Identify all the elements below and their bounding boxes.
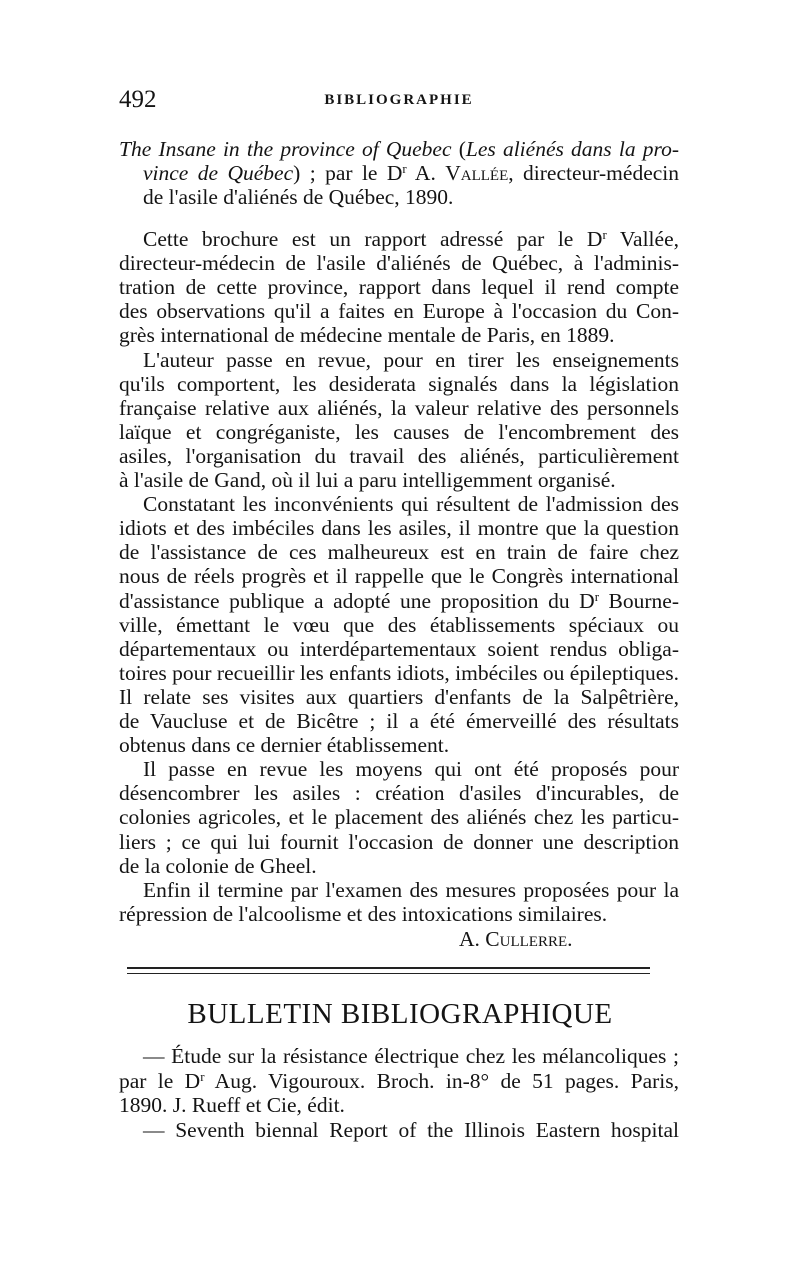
text-run: — Seventh biennal Report of the Illinois Eastern hospital xyxy=(143,1117,679,1142)
text-run: de Vaucluse et de Bicêtre ; il a été émerveillé des résultats xyxy=(119,709,679,733)
text-run: 1890. J. Rueff et Cie, édit. xyxy=(119,1093,345,1117)
text-line xyxy=(143,185,453,209)
text-run: Aug. Vigouroux. Broch. in-8° de 51 pages. Paris, xyxy=(204,1068,680,1093)
superscript: r xyxy=(602,227,607,242)
text-line xyxy=(119,733,449,757)
text-run: Constatant les inconvénients qui résultent de l'admission des xyxy=(143,492,679,517)
text-line xyxy=(119,420,679,444)
text-run: idiots et des imbéciles dans les asiles, il montre que la question xyxy=(119,516,679,541)
text-line xyxy=(119,468,616,492)
superscript: r xyxy=(594,589,599,604)
text-run: des observations qu'il a faites en Europe à l'occasion du Con- xyxy=(119,299,679,324)
section-rule xyxy=(127,973,650,974)
text-line xyxy=(119,299,679,323)
text-run: obtenus dans ce dernier établissement. xyxy=(119,733,450,758)
text-run: L'auteur passe en revue, pour en tirer les enseignements xyxy=(143,347,679,372)
text-line xyxy=(119,1093,345,1117)
text-line xyxy=(119,444,679,468)
text-line xyxy=(119,709,679,733)
text-line xyxy=(119,637,679,661)
text-run: A. xyxy=(406,161,446,186)
text-line xyxy=(143,161,679,185)
text-run: Enfin il termine par l'examen des mesures proposées pour la xyxy=(143,877,679,902)
text-run: ) ; par le D xyxy=(293,161,403,186)
text-run: Vallée, xyxy=(606,227,679,251)
text-run: Les aliénés dans la pro- xyxy=(465,137,679,161)
text-line xyxy=(119,830,679,854)
text-line xyxy=(119,1069,679,1093)
text-line xyxy=(119,589,679,613)
text-line xyxy=(119,854,317,878)
running-head xyxy=(119,86,679,116)
text-line xyxy=(119,540,679,564)
text-run: vince de Québec xyxy=(143,161,294,186)
text-run: Il passe en revue les moyens qui ont été proposés pour xyxy=(143,757,679,782)
text-run: de la colonie de Gheel. xyxy=(119,853,317,878)
text-run: Cette brochure est un rapport adressé par le D xyxy=(143,227,603,251)
text-run: The Insane in the province of Quebec xyxy=(119,137,452,161)
text-line xyxy=(119,516,679,540)
text-line xyxy=(119,275,679,299)
text-line xyxy=(119,137,679,161)
text-run: Vallée xyxy=(445,161,509,186)
text-run: asiles, l'organisation du travail des aliénés, particulièrement xyxy=(119,443,679,468)
text-line xyxy=(143,757,679,781)
text-run: qu'ils comportent, les desiderata signalés dans la législation xyxy=(119,371,679,396)
text-run: française relative aux aliénés, la valeur relative des personnels xyxy=(119,395,679,420)
text-run: tration de cette province, rapport dans lequel il rend compte xyxy=(119,275,679,300)
signature-name: Cullerre. xyxy=(485,927,573,951)
text-run: d'assistance publique a adopté une proposition du D xyxy=(119,588,595,613)
text-run: ville, émettant le vœu que des établissements spéciaux ou xyxy=(119,612,679,637)
text-run: à l'asile de Gand, où il lui a paru intelligemment organisé. xyxy=(119,468,616,492)
text-line xyxy=(119,805,679,829)
text-run: nous de réels progrès et il rappelle que le Congrès international xyxy=(119,564,679,589)
text-line xyxy=(119,396,679,420)
text-run: désencombrer les asiles : création d'asiles d'incurables, de xyxy=(119,781,679,806)
text-line xyxy=(143,348,679,372)
signature-initial: A. xyxy=(459,927,486,951)
page-number: 492 xyxy=(119,86,157,113)
text-run: répression de l'alcoolisme et des intoxications similaires. xyxy=(119,901,608,926)
text-run: de l'asile d'aliénés de Québec, 1890. xyxy=(143,185,454,210)
text-line xyxy=(143,878,679,902)
text-line xyxy=(119,372,679,396)
text-line xyxy=(119,613,679,637)
text-run: ( xyxy=(451,137,466,161)
text-run: — Étude sur la résistance électrique chez les mélancoliques ; xyxy=(143,1044,679,1068)
text-line xyxy=(119,902,607,926)
text-line xyxy=(119,323,615,347)
text-run: de l'assistance de ces malheureux est en train de faire chez xyxy=(119,540,679,565)
text-run: par le D xyxy=(119,1068,201,1093)
text-line xyxy=(119,661,679,685)
text-run: directeur-médecin de l'asile d'aliénés de Québec, à l'adminis- xyxy=(119,251,679,276)
review-signature xyxy=(459,927,573,952)
text-line xyxy=(119,564,679,588)
text-run: liers ; ce qui lui fournit l'occasion de donner une description xyxy=(119,829,679,854)
superscript: r xyxy=(402,162,407,176)
text-run: toires pour recueillir les enfants idiots, imbéciles ou épileptiques. xyxy=(119,660,680,685)
text-line xyxy=(143,1118,679,1142)
text-line xyxy=(119,781,679,805)
bulletin-title: BULLETIN BIBLIOGRAPHIQUE xyxy=(187,998,613,1030)
text-line xyxy=(143,227,679,251)
text-run: colonies agricoles, et le placement des aliénés chez les particu- xyxy=(119,805,679,830)
superscript: r xyxy=(200,1069,205,1084)
text-run: , directeur-médecin xyxy=(508,161,679,186)
text-line xyxy=(119,251,679,275)
running-title: BIBLIOGRAPHIE xyxy=(324,92,474,108)
text-line xyxy=(119,685,679,709)
text-run: départementaux ou interdépartementaux soient rendus obliga- xyxy=(119,636,679,661)
text-run: Bourne- xyxy=(598,588,680,613)
text-line xyxy=(143,492,679,516)
text-run: Il relate ses visites aux quartiers d'enfants de la Salpêtrière, xyxy=(119,684,679,709)
section-rule xyxy=(127,967,650,969)
text-run: laïque et congréganiste, les causes de l'encombrement des xyxy=(119,419,679,444)
text-line xyxy=(143,1044,679,1068)
text-run: grès international de médecine mentale de Paris, en 1889. xyxy=(119,323,615,348)
